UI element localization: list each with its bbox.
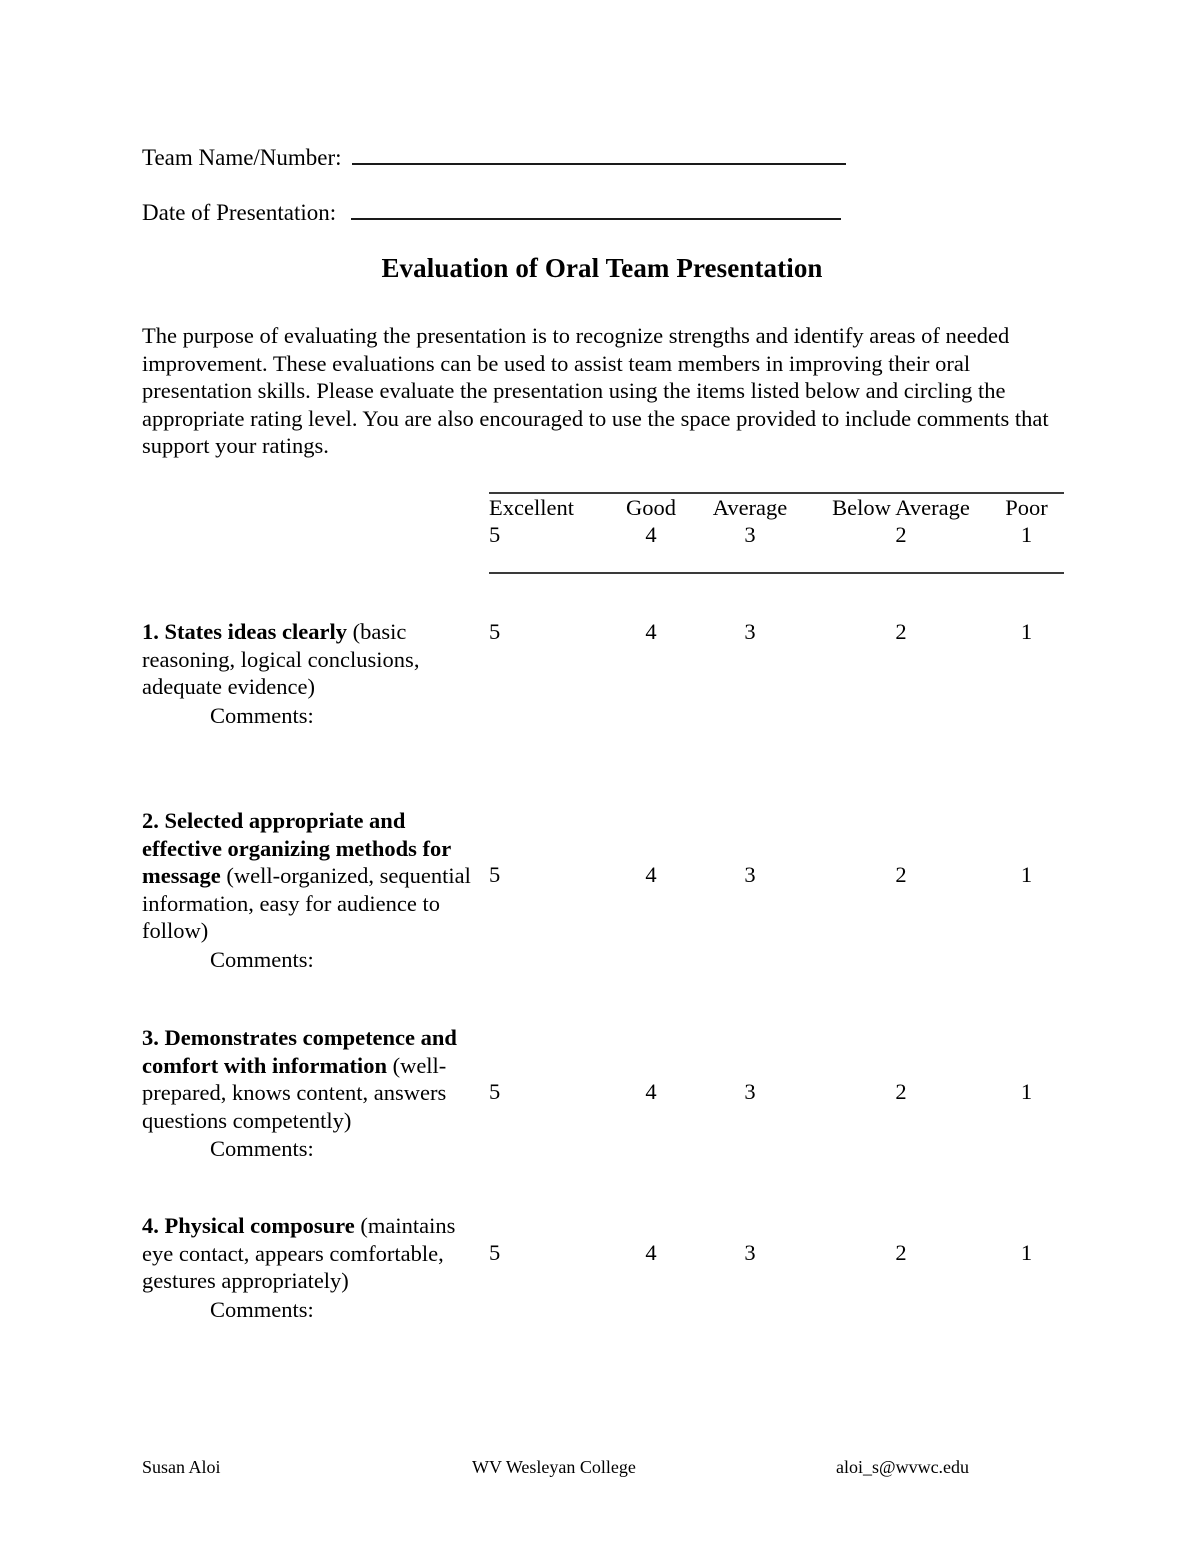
rating-item-3-option-3[interactable]: 3 — [744, 1079, 756, 1104]
rating-item-2-option-5[interactable]: 5 — [489, 862, 501, 887]
rating-item-4-option-5[interactable]: 5 — [489, 1240, 501, 1265]
rating-item-3-comments-label[interactable]: Comments: — [210, 1136, 314, 1161]
rating-item-4-option-3[interactable]: 3 — [744, 1240, 756, 1265]
rating-item-4-options — [489, 1239, 1064, 1267]
scale-header-gap — [489, 550, 1064, 572]
footer-email: aloi_s@wvwc.edu — [836, 1457, 970, 1477]
rating-item-4-detail: (maintains eye contact, appears comfortable, gestures appropriately) — [142, 1213, 456, 1293]
rating-item-1-number: 1. — [142, 619, 159, 644]
rating-item-3-number: 3. — [142, 1025, 159, 1050]
scale-column-poor — [989, 494, 1064, 548]
scale-value-below-average: 2 — [895, 522, 907, 547]
rating-item-2-options — [489, 861, 1064, 889]
rating-item-1-option-5[interactable]: 5 — [489, 619, 501, 644]
rating-item-1-option-2[interactable]: 2 — [895, 619, 907, 644]
rating-item-2-title: Selected appropriate and effective organizing methods for message — [142, 808, 451, 888]
scale-header-row — [489, 494, 1064, 550]
rating-item-2-option-2[interactable]: 2 — [895, 862, 907, 887]
rating-item-1-option-1[interactable]: 1 — [1020, 619, 1033, 644]
date-of-presentation-label: Date of Presentation: — [142, 200, 337, 225]
rating-item-3-option-5[interactable]: 5 — [489, 1079, 501, 1104]
scale-column-good — [613, 494, 689, 548]
scale-column-excellent — [489, 494, 599, 548]
rating-item-1-comments-label[interactable]: Comments: — [210, 702, 314, 728]
scale-value-excellent: 5 — [489, 522, 501, 547]
rating-item-3-option-2[interactable]: 2 — [895, 1079, 907, 1104]
scale-value-poor: 1 — [1020, 522, 1033, 547]
team-name-field-row — [142, 141, 846, 172]
rating-item-2-comments-label[interactable]: Comments: — [210, 946, 314, 972]
rating-item-4-option-4[interactable]: 4 — [645, 1240, 657, 1265]
rating-item-2-description — [142, 807, 472, 973]
rating-item-2-option-4[interactable]: 4 — [645, 862, 657, 887]
scale-label-excellent: Excellent — [489, 495, 574, 520]
rating-item-1-title: States ideas clearly — [164, 619, 347, 644]
rating-scale-header — [489, 492, 1064, 574]
intro-paragraph: The purpose of evaluating the presentation is to recognize strengths and identify areas of needed improvement. These evaluations can be used to assist team members in improving their oral presentation skills. Please evaluate the presentation using the items listed below and circling the appropriate rating level. You are also encouraged to use the space provided to include comments that support your ratings. — [142, 323, 1049, 458]
scale-label-below-average: Below Average — [832, 495, 970, 520]
rating-item-4-title: Physical composure — [164, 1213, 355, 1238]
page-footer — [142, 1456, 1062, 1480]
scale-rule-bottom — [489, 572, 1064, 574]
rating-item-3-title: Demonstrates competence and comfort with information — [142, 1025, 457, 1078]
rating-item-4-description — [142, 1212, 472, 1323]
rating-item-2-detail: (well-organized, sequential information, easy for audience to follow) — [142, 863, 471, 943]
rating-item-1-option-4[interactable]: 4 — [645, 619, 657, 644]
date-of-presentation-input-line[interactable] — [351, 196, 841, 220]
scale-column-average — [698, 494, 802, 548]
scale-label-poor: Poor — [1005, 495, 1048, 520]
rating-item-2-number: 2. — [142, 808, 159, 833]
team-name-label: Team Name/Number: — [142, 145, 342, 170]
rating-item-3-option-1[interactable]: 1 — [1020, 1079, 1033, 1104]
rating-item-1-option-3[interactable]: 3 — [744, 619, 756, 644]
rating-item-1-options — [489, 618, 1064, 646]
scale-column-below-average — [811, 494, 991, 548]
rating-item-2-option-1[interactable]: 1 — [1020, 862, 1033, 887]
scale-label-good: Good — [626, 495, 676, 520]
rating-item-3-options — [489, 1078, 1064, 1106]
rating-item-4-option-2[interactable]: 2 — [895, 1240, 907, 1265]
footer-organization: WV Wesleyan College — [472, 1457, 636, 1477]
date-of-presentation-field-row — [142, 196, 841, 227]
rating-item-4-option-1[interactable]: 1 — [1020, 1240, 1033, 1265]
team-name-input-line[interactable] — [352, 141, 846, 165]
rating-item-3-option-4[interactable]: 4 — [645, 1079, 657, 1104]
rating-item-1-detail: (basic reasoning, logical conclusions, adequate evidence) — [142, 619, 420, 699]
footer-author: Susan Aloi — [142, 1457, 221, 1477]
scale-value-good: 4 — [645, 522, 657, 547]
page-title: Evaluation of Oral Team Presentation — [381, 253, 823, 283]
rating-item-3-description — [142, 1024, 472, 1163]
rating-item-4-number: 4. — [142, 1213, 159, 1238]
scale-value-average: 3 — [744, 522, 756, 547]
scale-label-average: Average — [712, 495, 788, 520]
rating-item-3-detail: (well-prepared, knows content, answers questions competently) — [142, 1052, 447, 1133]
rating-item-4-comments-label[interactable]: Comments: — [210, 1296, 314, 1322]
rating-item-2-option-3[interactable]: 3 — [744, 862, 756, 887]
rating-item-1-description — [142, 618, 472, 729]
